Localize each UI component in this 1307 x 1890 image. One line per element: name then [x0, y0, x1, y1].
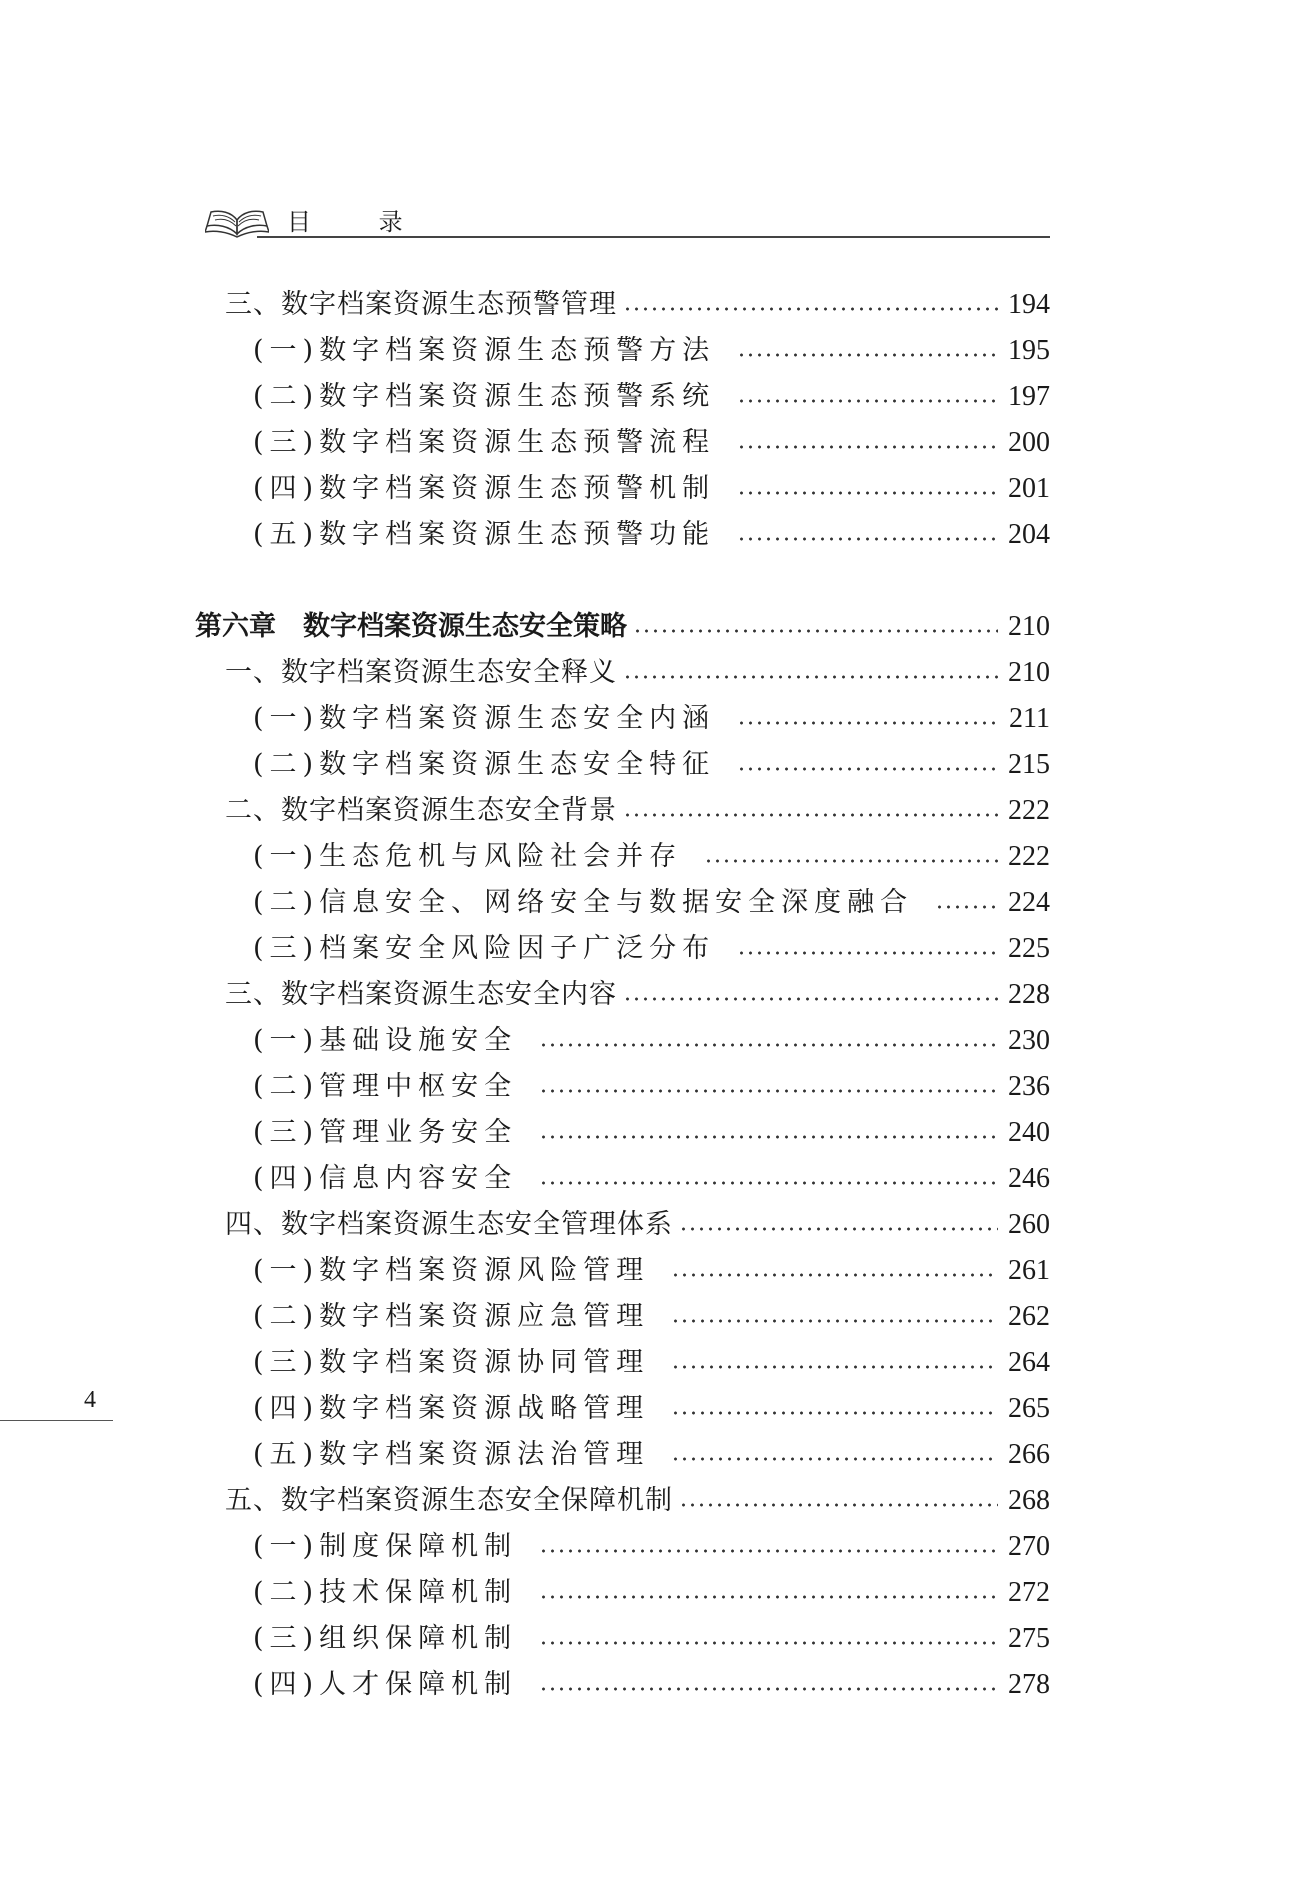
toc-entry[interactable] — [253, 1110, 1050, 1154]
dot-leader — [737, 353, 998, 357]
toc-entry-label: 一、数字档案资源生态安全释义 — [225, 657, 617, 688]
toc-entry-page: 210 — [1008, 657, 1050, 688]
dot-leader — [737, 767, 998, 771]
toc-entry-label: (一)生态危机与风险社会并存 — [253, 841, 683, 872]
toc-entry-label: 四、数字档案资源生态安全管理体系 — [225, 1209, 673, 1240]
toc-entry-label: (二)数字档案资源应急管理 — [253, 1301, 650, 1332]
dot-leader — [539, 1089, 998, 1093]
dot-leader — [671, 1365, 998, 1369]
dot-leader — [623, 813, 998, 817]
dot-leader — [633, 629, 998, 633]
toc-entry-label: 第六章 数字档案资源生态安全策略 — [195, 611, 627, 642]
toc-entry-page: 230 — [1008, 1025, 1050, 1056]
toc-entry-page: 211 — [1009, 703, 1050, 734]
toc-entry[interactable] — [253, 880, 1050, 924]
header-title: 目 录 — [287, 208, 433, 236]
toc-entry[interactable] — [225, 788, 1050, 832]
toc-entry-label: (二)信息安全、网络安全与数据安全深度融合 — [253, 887, 914, 918]
toc-entry[interactable] — [253, 1524, 1050, 1568]
dot-leader — [623, 307, 998, 311]
dot-leader — [737, 537, 998, 541]
toc-entry-label: (四)人才保障机制 — [253, 1669, 518, 1700]
toc-entry[interactable] — [253, 742, 1050, 786]
dot-leader — [671, 1457, 998, 1461]
dot-leader — [671, 1411, 998, 1415]
dot-leader — [704, 859, 998, 863]
toc-entry[interactable] — [253, 512, 1050, 556]
toc-entry-page: 240 — [1008, 1117, 1050, 1148]
toc-entry-label: 二、数字档案资源生态安全背景 — [225, 795, 617, 826]
toc-entry-page: 204 — [1008, 519, 1050, 550]
toc-entry-label: (三)数字档案资源生态预警流程 — [253, 427, 716, 458]
dot-leader — [737, 491, 998, 495]
toc-entry-page: 272 — [1008, 1577, 1050, 1608]
page-number-rule — [0, 1420, 113, 1421]
toc-entry-page: 265 — [1008, 1393, 1050, 1424]
toc-entry-page: 228 — [1008, 979, 1050, 1010]
toc-entry-page: 210 — [1008, 611, 1050, 642]
toc-entry-label: (四)数字档案资源生态预警机制 — [253, 473, 716, 504]
toc-entry[interactable] — [225, 650, 1050, 694]
toc-entry[interactable] — [253, 1340, 1050, 1384]
dot-leader — [539, 1687, 998, 1691]
toc-entry-page: 266 — [1008, 1439, 1050, 1470]
toc-entry-label: (三)组织保障机制 — [253, 1623, 518, 1654]
toc-entry[interactable] — [253, 1018, 1050, 1062]
toc-entry-label: 三、数字档案资源生态预警管理 — [225, 289, 617, 320]
toc-entry-label: (二)数字档案资源生态预警系统 — [253, 381, 716, 412]
toc-entry[interactable] — [253, 696, 1050, 740]
toc-entry[interactable] — [225, 1478, 1050, 1522]
toc-entry-page: 225 — [1008, 933, 1050, 964]
toc-entry-label: (二)数字档案资源生态安全特征 — [253, 749, 716, 780]
page-number: 4 — [84, 1387, 96, 1413]
dot-leader — [671, 1319, 998, 1323]
toc-entry-page: 224 — [1008, 887, 1050, 918]
toc-entry-page: 246 — [1008, 1163, 1050, 1194]
toc-entry-page: 222 — [1008, 841, 1050, 872]
toc-entry-page: 200 — [1008, 427, 1050, 458]
dot-leader — [737, 721, 999, 725]
dot-leader — [679, 1503, 998, 1507]
dot-leader — [539, 1641, 998, 1645]
toc-entry-label: (五)数字档案资源法治管理 — [253, 1439, 650, 1470]
dot-leader — [539, 1135, 998, 1139]
dot-leader — [935, 905, 998, 909]
toc-entry[interactable] — [253, 1294, 1050, 1338]
toc-chapter-entry[interactable] — [195, 604, 1050, 648]
toc-entry[interactable] — [225, 1202, 1050, 1246]
toc-entry-label: 三、数字档案资源生态安全内容 — [225, 979, 617, 1010]
toc-entry-label: (三)管理业务安全 — [253, 1117, 518, 1148]
toc-entry[interactable] — [253, 374, 1050, 418]
toc-entry[interactable] — [253, 1248, 1050, 1292]
toc-entry-page: 268 — [1008, 1485, 1050, 1516]
toc-entry-label: (一)基础设施安全 — [253, 1025, 518, 1056]
toc-entry-page: 264 — [1008, 1347, 1050, 1378]
toc-entry-page: 278 — [1008, 1669, 1050, 1700]
dot-leader — [737, 951, 998, 955]
toc-entry-page: 215 — [1008, 749, 1050, 780]
toc-entry-label: (四)数字档案资源战略管理 — [253, 1393, 650, 1424]
dot-leader — [539, 1595, 998, 1599]
toc-entry-label: 五、数字档案资源生态安全保障机制 — [225, 1485, 673, 1516]
toc-entry[interactable] — [253, 1156, 1050, 1200]
toc-entry[interactable] — [253, 926, 1050, 970]
toc-entry[interactable] — [253, 1386, 1050, 1430]
toc-entry-label: (一)数字档案资源生态预警方法 — [253, 335, 716, 366]
toc-entry[interactable] — [253, 1616, 1050, 1660]
dot-leader — [671, 1273, 998, 1277]
toc-entry-label: (三)档案安全风险因子广泛分布 — [253, 933, 716, 964]
toc-entry[interactable] — [225, 282, 1050, 326]
open-book-icon — [205, 204, 269, 238]
toc-entry-label: (三)数字档案资源协同管理 — [253, 1347, 650, 1378]
toc-entry[interactable] — [253, 1064, 1050, 1108]
toc-entry-label: (一)制度保障机制 — [253, 1531, 518, 1562]
toc-entry-label: (一)数字档案资源生态安全内涵 — [253, 703, 716, 734]
toc-entry-page: 201 — [1008, 473, 1050, 504]
dot-leader — [539, 1043, 998, 1047]
toc-entry-page: 236 — [1008, 1071, 1050, 1102]
toc-entry-page: 222 — [1008, 795, 1050, 826]
toc-entry[interactable] — [253, 1570, 1050, 1614]
toc-entry-page: 197 — [1008, 381, 1050, 412]
toc-entry-page: 261 — [1008, 1255, 1050, 1286]
dot-leader — [623, 997, 998, 1001]
toc-entry-page: 270 — [1008, 1531, 1050, 1562]
toc-entry-page: 195 — [1008, 335, 1050, 366]
dot-leader — [623, 675, 998, 679]
toc-entry-label: (二)技术保障机制 — [253, 1577, 518, 1608]
toc-entry[interactable] — [253, 1432, 1050, 1476]
toc-entry-label: (二)管理中枢安全 — [253, 1071, 518, 1102]
toc-entry-label: (一)数字档案资源风险管理 — [253, 1255, 650, 1286]
running-header — [205, 198, 1050, 238]
toc-entry-page: 194 — [1008, 289, 1050, 320]
toc-entry[interactable] — [253, 834, 1050, 878]
dot-leader — [679, 1227, 998, 1231]
toc-entry-label: (五)数字档案资源生态预警功能 — [253, 519, 716, 550]
toc-entry-page: 260 — [1008, 1209, 1050, 1240]
header-rule — [257, 236, 1050, 238]
toc-entry[interactable] — [253, 1662, 1050, 1706]
toc-entry-page: 262 — [1008, 1301, 1050, 1332]
toc-entry[interactable] — [253, 420, 1050, 464]
dot-leader — [737, 445, 998, 449]
toc-entry[interactable] — [253, 466, 1050, 510]
dot-leader — [539, 1549, 998, 1553]
toc-entry[interactable] — [225, 972, 1050, 1016]
toc-entry[interactable] — [253, 328, 1050, 372]
toc-entry-label: (四)信息内容安全 — [253, 1163, 518, 1194]
toc-entry-page: 275 — [1008, 1623, 1050, 1654]
dot-leader — [737, 399, 998, 403]
dot-leader — [539, 1181, 998, 1185]
